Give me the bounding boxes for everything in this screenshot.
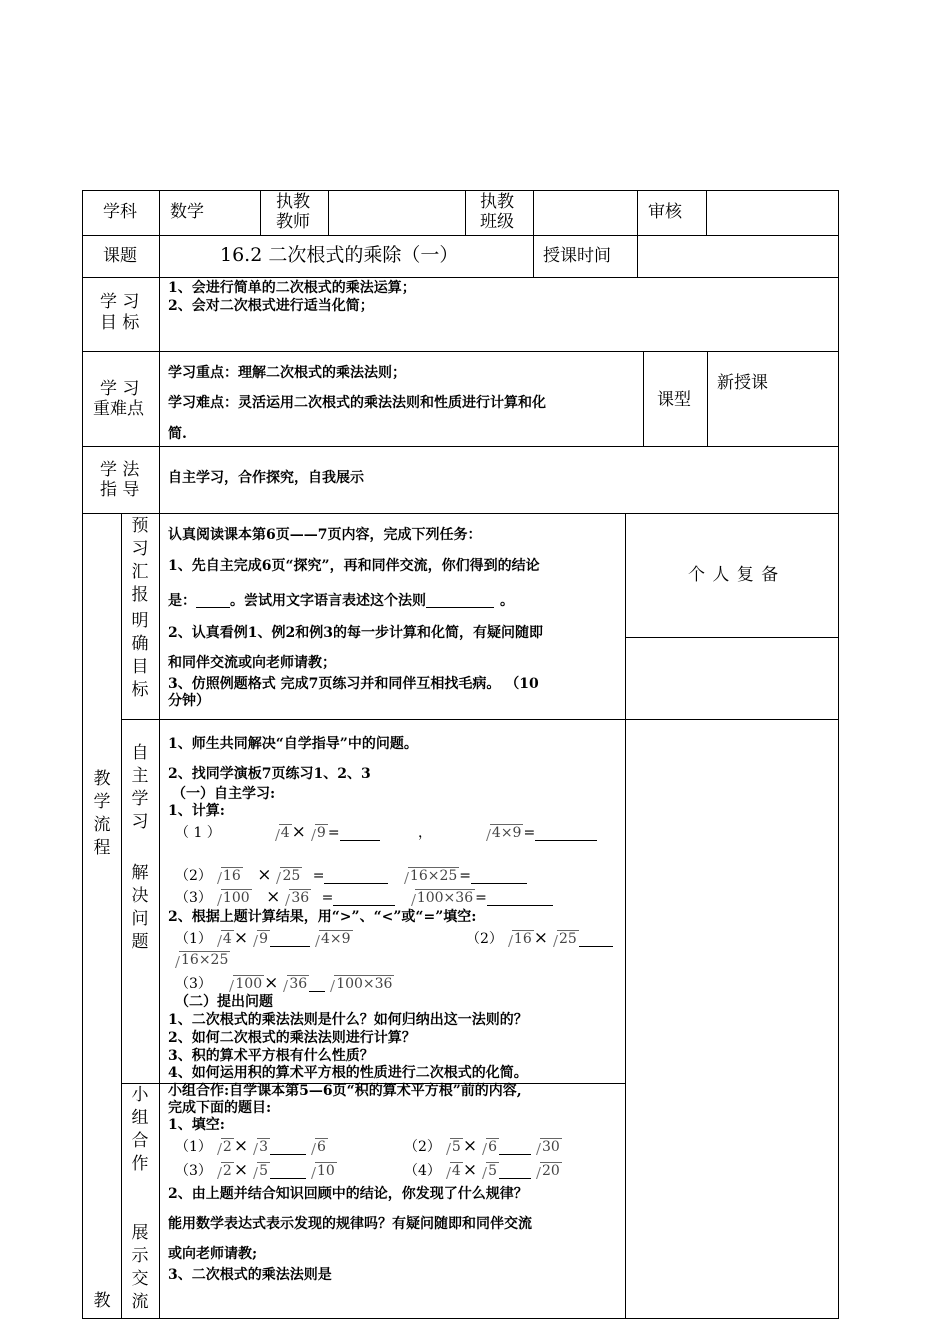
- key-point: 学习重点：理解二次根式的乘法法则；: [168, 365, 406, 381]
- keypoints-label-line2: 重难点: [93, 399, 144, 419]
- subject-value: 数学: [170, 202, 204, 222]
- show-exchange-label: 展示交流: [131, 1223, 149, 1312]
- compare-2: （2） 16 × 25: [466, 930, 613, 947]
- solve-problem-label: 解决问题: [131, 863, 149, 952]
- method-label-line2: 指 导: [100, 480, 140, 500]
- lesson-time-label: 授课时间: [543, 246, 611, 266]
- preview-line-1: 认真阅读课本第6页——7页内容，完成下列任务：: [168, 527, 482, 543]
- group-line-7: 3、二次根式的乘法法则是: [168, 1267, 332, 1283]
- calc-1: （ 1 ） 4 × 9 = ， 4×9 =: [175, 824, 597, 841]
- fill-4: （4） 4 × 5 20: [404, 1160, 560, 1180]
- self-study-line-1: 1、师生共同解决“自学指导”中的问题。: [168, 736, 418, 752]
- teacher-label-line2: 教师: [276, 212, 310, 232]
- class-label-line2: 班级: [480, 212, 514, 232]
- topic-label: 课题: [103, 246, 137, 266]
- subject-label: 学科: [103, 202, 137, 222]
- flow-label: 教学流程: [93, 769, 111, 858]
- preview-line-2: 1、先自主完成6页“探究”，再和同伴交流，你们得到的结论: [168, 558, 540, 574]
- compare-1: （1） 4 × 9 4×9: [175, 928, 351, 948]
- preview-line-4: 2、认真看例1、例2和例3的每一步计算和化简，有疑问随即: [168, 625, 543, 641]
- fill-2: （2） 5 × 6 30: [404, 1136, 560, 1156]
- preview-report-label: 预习汇报: [131, 516, 149, 605]
- preview-line-5: 和同伴交流或向老师请教；: [168, 655, 336, 671]
- group-line-3: 1、填空:: [168, 1117, 225, 1133]
- group-line-5: 能用数学表达式表示发现的规律吗？有疑问随即和同伴交流: [168, 1216, 532, 1232]
- question-3: 3、积的算术平方根有什么性质？: [168, 1048, 374, 1064]
- compare-3: （3） 100 × 36 100×36: [175, 973, 393, 993]
- clarify-goal-label: 明确目标: [131, 611, 149, 700]
- review-label: 审核: [648, 202, 682, 222]
- calc-3: （3） 100 × 36 = 100×36 =: [175, 889, 553, 906]
- self-study-line-5: 2、根据上题计算结果，用“>”、“<”或“=”填空:: [168, 909, 477, 925]
- calc-2: （2） 16 × 25 = 16×25 =: [175, 867, 527, 884]
- goals-label-line2: 目 标: [100, 313, 140, 333]
- question-2: 2、如何二次根式的乘法法则进行计算？: [168, 1030, 416, 1046]
- group-line-4: 2、由上题并结合知识回顾中的结论，你发现了什么规律？: [168, 1186, 528, 1202]
- goal-item-1: 1、会进行简单的二次根式的乘法运算；: [168, 280, 416, 296]
- self-study-line-3: （一）自主学习:: [172, 786, 276, 802]
- raise-questions-heading: （二）提出问题: [175, 994, 273, 1010]
- self-study-line-4: 1、计算:: [168, 803, 225, 819]
- preview-line-7: 分钟）: [168, 693, 210, 709]
- question-4: 4、如何运用积的算术平方根的性质进行二次根式的化简。: [168, 1065, 528, 1081]
- method-text: 自主学习，合作探究，自我展示: [168, 470, 364, 486]
- topic-value: 16.2 二次根式的乘除（一）: [220, 244, 459, 266]
- preview-line-6: 3、仿照例题格式 完成7页练习并和同伴互相找毛病。 （10: [168, 676, 539, 692]
- fill-1: （1） 2 × 3 6: [175, 1136, 326, 1156]
- difficult-point: 学习难点：灵活运用二次根式的乘法法则和性质进行计算和化: [168, 395, 546, 411]
- class-label-line1: 执教: [480, 192, 514, 212]
- group-line-2: 完成下面的题目:: [168, 1100, 272, 1116]
- compare-2-rhs: 16×25: [170, 953, 230, 967]
- question-1: 1、二次根式的乘法法则是什么？如何归纳出这一法则的？: [168, 1012, 528, 1028]
- self-study-line-2: 2、找同学演板7页练习1、2、3: [168, 766, 371, 782]
- group-line-1: 小组合作:自学课本第5—6页“积的算术平方根”前的内容,: [168, 1083, 522, 1099]
- goals-label-line1: 学 习: [100, 292, 140, 312]
- difficult-point-cont: 简.: [168, 426, 187, 442]
- flow-label-continued: 教: [93, 1291, 111, 1311]
- goal-item-2: 2、会对二次根式进行适当化简；: [168, 298, 374, 314]
- teacher-label-line1: 执教: [276, 192, 310, 212]
- personal-prep-label: 个 人 复 备: [688, 565, 780, 585]
- fill-3: （3） 2 × 5 10: [175, 1160, 335, 1180]
- preview-line-3: 是： 。尝试用文字语言表述这个法则 。: [168, 593, 514, 609]
- lesson-type-label: 课型: [657, 390, 691, 410]
- self-study-label: 自主学习: [131, 743, 149, 832]
- method-label-line1: 学 法: [100, 460, 140, 480]
- lesson-type-value: 新授课: [717, 373, 768, 393]
- keypoints-label-line1: 学 习: [100, 379, 140, 399]
- group-line-6: 或向老师请教;: [168, 1246, 258, 1262]
- group-work-label: 小组合作: [131, 1085, 149, 1174]
